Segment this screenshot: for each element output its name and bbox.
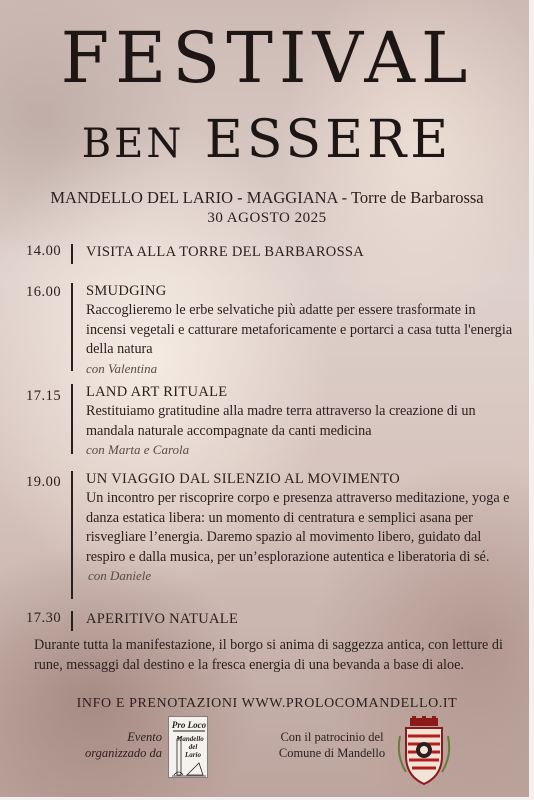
- logo-text-mid: Mandello: [176, 735, 204, 743]
- schedule-title: UN VIAGGIO DAL SILENZIO AL MOVIMENTO: [86, 471, 401, 487]
- schedule-credit: con Valentina: [86, 360, 158, 376]
- logo-text-bot2: Lario: [185, 751, 201, 759]
- schedule-time: 19.00: [26, 474, 62, 490]
- schedule-title: APERITIVO NATUALE: [86, 611, 239, 627]
- schedule-content: [86, 610, 516, 628]
- patronage-line-2: Comune di Mandello: [278, 746, 386, 760]
- schedule-time: 16.00: [26, 284, 62, 300]
- title-festival: FESTIVAL: [60, 17, 474, 99]
- organized-line-2: organizzado da: [85, 746, 162, 760]
- patronage-label: [262, 729, 402, 761]
- schedule-divider: [71, 384, 73, 454]
- schedule-title: SMUDGING: [86, 283, 167, 299]
- title-essere: ESSERE: [204, 110, 453, 170]
- patronage-line-1: Con il patrocinio del: [280, 730, 384, 744]
- schedule-time: 14.00: [26, 243, 62, 259]
- title-ben: BEN: [81, 121, 185, 167]
- organized-by-label: [76, 729, 162, 761]
- comune-crest-icon: [396, 716, 452, 786]
- schedule-content: [86, 470, 516, 585]
- closing-paragraph: Durante tutta la manifestazione, il borgo si anima di saggezza antica, con letture di rune, messaggi dal destino e la fresca energia di una bevanda a base di aloe.: [34, 637, 503, 673]
- schedule-time: 17.15: [26, 388, 62, 404]
- info-line: INFO E PRENOTAZIONI WWW.PROLOCOMANDELLO.IT: [76, 696, 458, 711]
- schedule-description: Restituiamo gratitudine alla madre terra attraverso la creazione di un mandala naturale accompagnate da canti medicina: [86, 403, 476, 439]
- title-ben-essere: [0, 110, 534, 174]
- schedule-description: Un incontro per riscoprire corpo e presenza attraverso meditazione, yoga e danza estatica libera: un momento di centratura e semplici asana per risvegliare l’energia. Daremo spazio al movimento libero, guidato dal respiro e dalla musica, per un’esplorazione autentica e liberatoria di sé.: [86, 490, 510, 565]
- schedule-content: [86, 383, 516, 459]
- schedule-title: VISITA ALLA TORRE DEL BARBAROSSA: [86, 244, 365, 260]
- pro-loco-logo-icon: [168, 716, 208, 778]
- logo-text-bot1: del: [188, 743, 198, 751]
- schedule-title: LAND ART RITUALE: [86, 384, 228, 400]
- frame-right: [529, 0, 534, 800]
- logo-text-top: Pro Loco: [171, 720, 207, 730]
- event-location: MANDELLO DEL LARIO - MAGGIANA - Torre de Barbarossa: [50, 188, 484, 207]
- schedule-divider: [71, 283, 73, 371]
- schedule-content: [86, 282, 516, 378]
- event-date: 30 AGOSTO 2025: [207, 210, 327, 226]
- schedule-divider: [71, 611, 73, 631]
- schedule-time: 17.30: [26, 610, 62, 626]
- schedule-credit: con Marta e Carola: [86, 442, 190, 457]
- schedule-content: [86, 243, 516, 261]
- schedule-divider: [71, 244, 73, 264]
- schedule-description: Raccoglieremo le erbe selvatiche più adatte per essere trasformate in incensi vegetali e catturare metaforicamente e portarci a casa tutta l'energia della natura: [86, 302, 513, 357]
- schedule-credit: con Daniele: [88, 568, 152, 583]
- organized-line-1: Evento: [127, 730, 162, 744]
- schedule-divider: [71, 471, 73, 599]
